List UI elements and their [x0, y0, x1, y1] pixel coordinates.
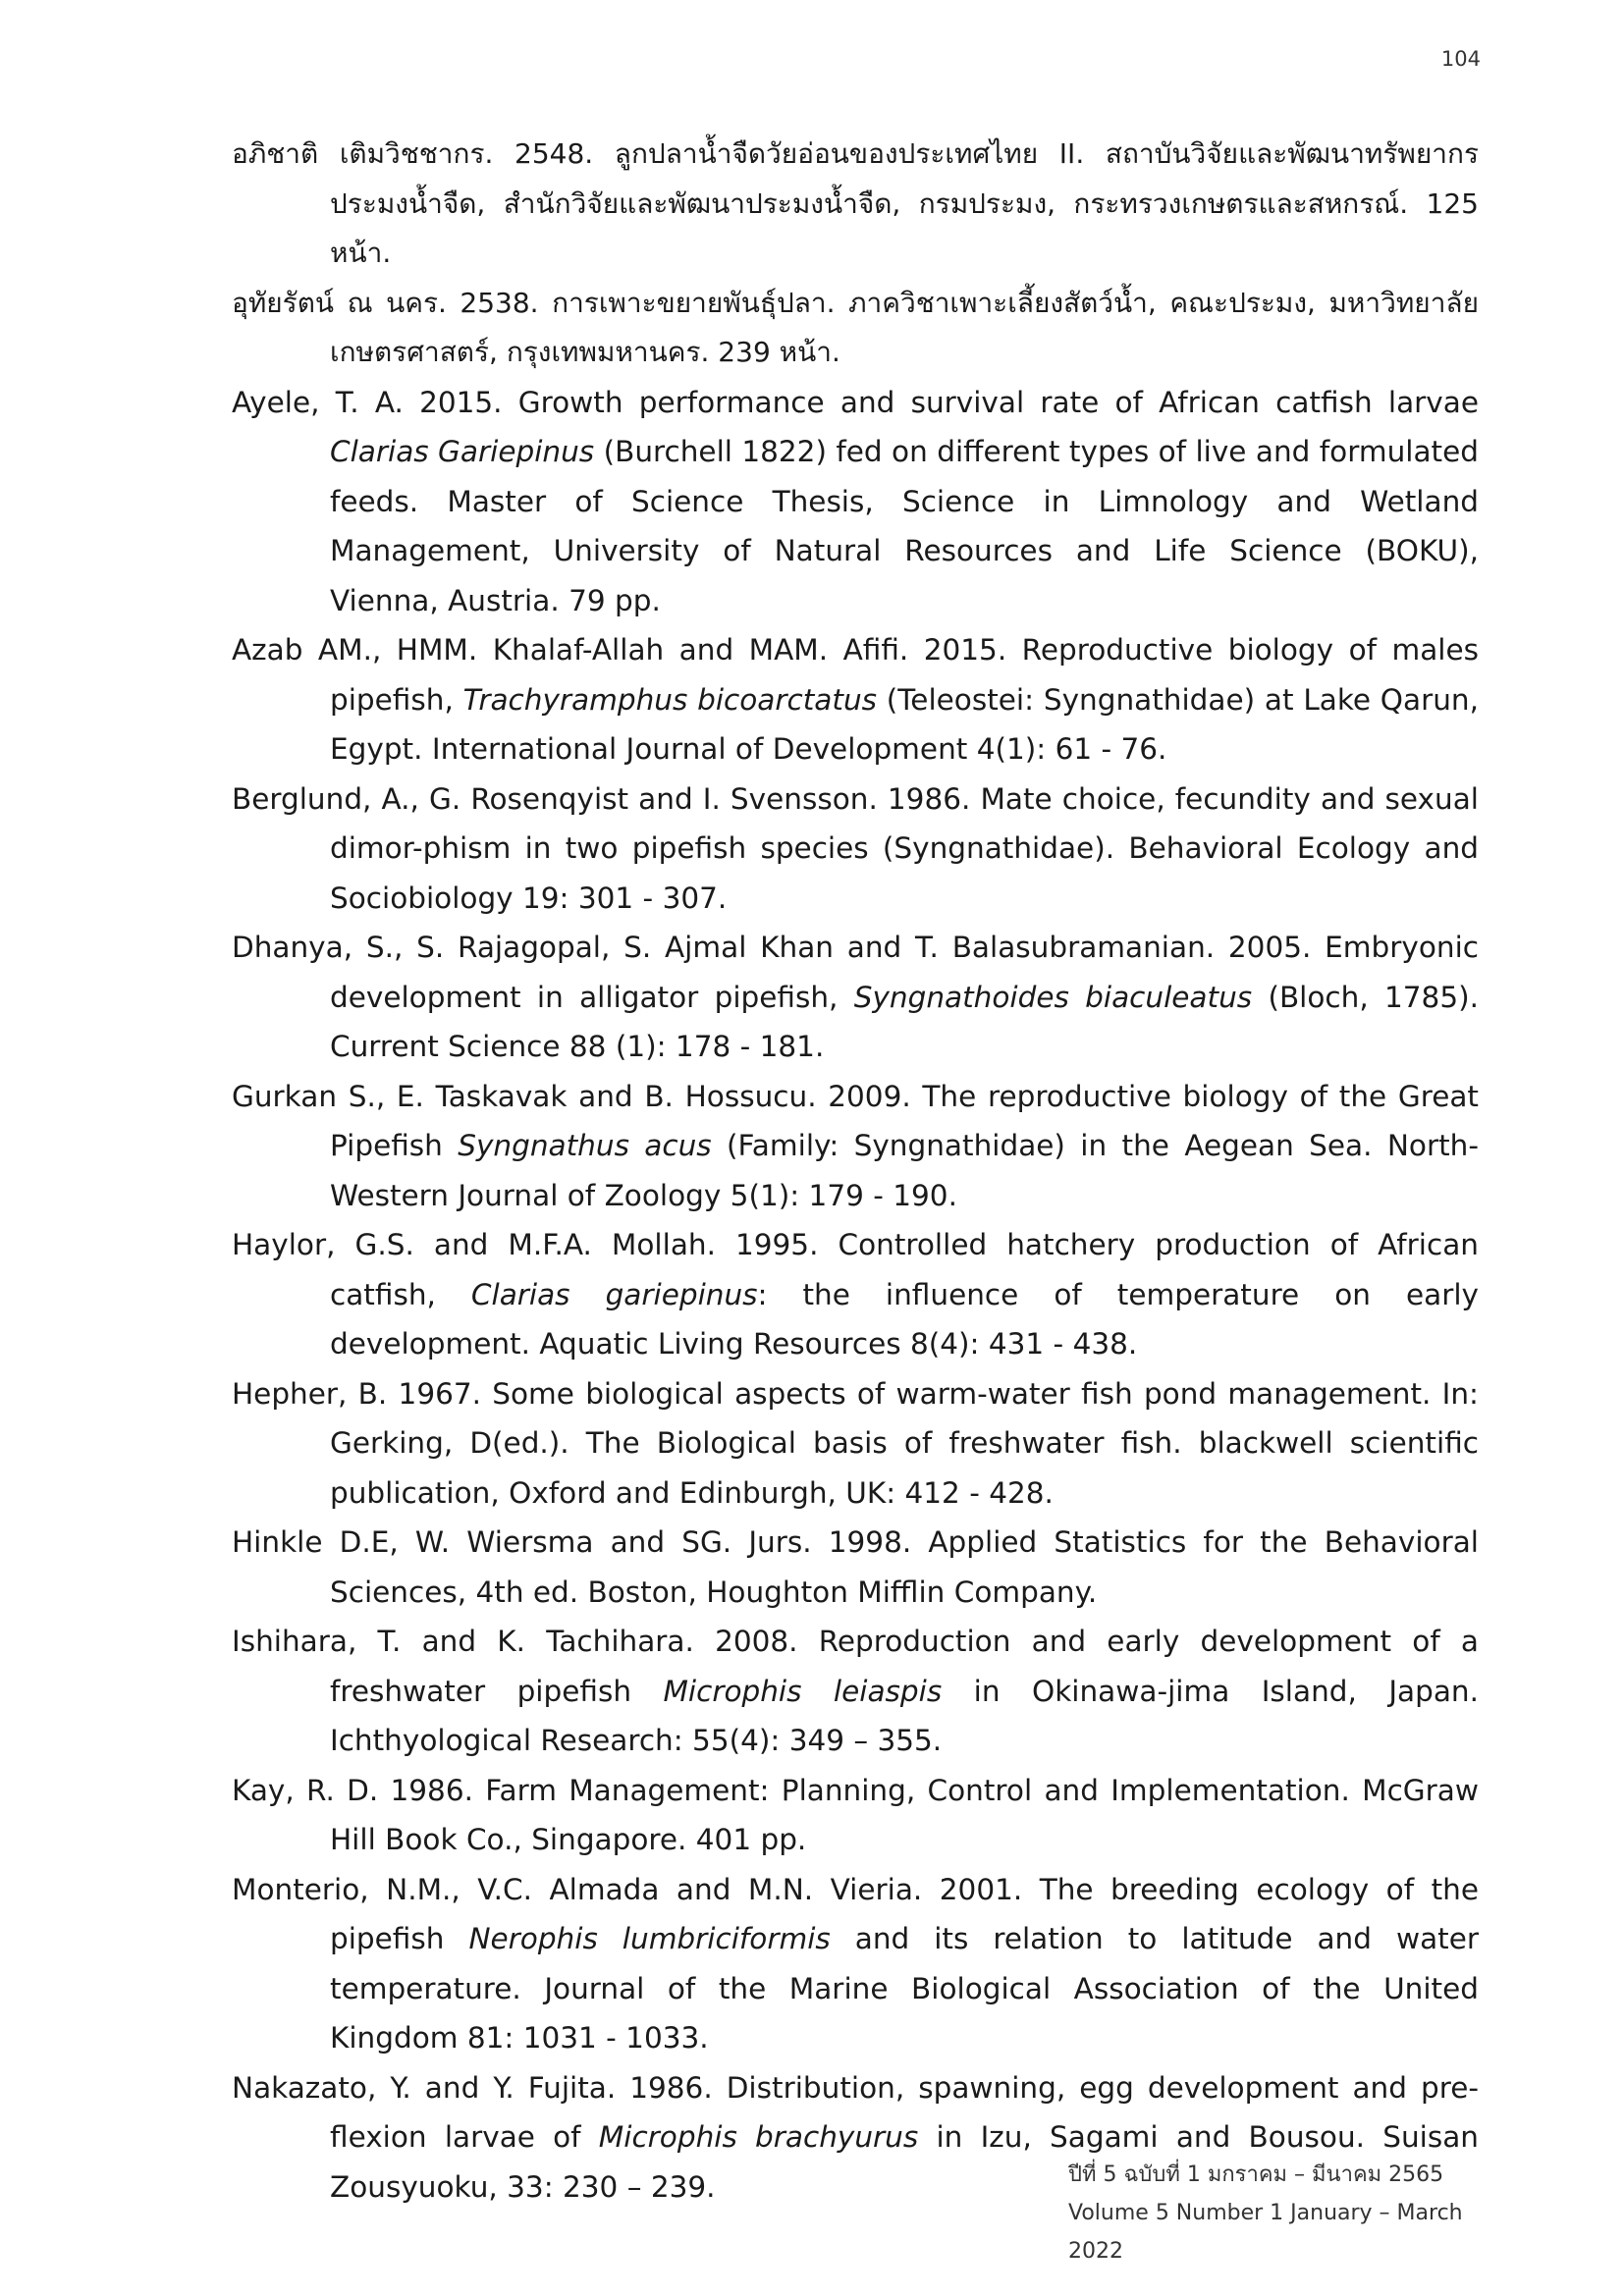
reference-species-name: Clarias Gariepinus: [330, 435, 595, 468]
page-number: 104: [1440, 47, 1481, 71]
reference-text: (Family: Syngnathidae) in the Aegean Sea. North-Western Journal of Zoology 5(1): 179 - 190.: [330, 1129, 1479, 1212]
journal-footer: [1068, 2156, 1481, 2270]
footer-english-issue: Volume 5 Number 1 January – March 2022: [1068, 2201, 1463, 2264]
reference-text: in Izu, Sagami and Bousou. Suisan Zousyuoku, 33: 230 – 239.: [330, 2120, 1479, 2204]
reference-text: Kay, R. D. 1986. Farm Management: Planning, Control and Implementation. McGraw Hill Book Co., Singapore. 401 pp.: [232, 1773, 1479, 1856]
reference-text: Azab AM., HMM. Khalaf-Allah and MAM. Afifi. 2015. Reproductive biology of males pipefish,: [232, 633, 1479, 717]
reference-species-name: Nerophis lumbriciformis: [468, 1922, 831, 1955]
reference-entry: [232, 1865, 1479, 2063]
reference-text: Monterio, N.M., V.C. Almada and M.N. Vieria. 2001. The breeding ecology of the pipefish: [232, 1872, 1479, 1955]
reference-entry: [232, 279, 1479, 378]
reference-entry: [232, 1518, 1479, 1617]
reference-text: Dhanya, S., S. Rajagopal, S. Ajmal Khan and T. Balasubramanian. 2005. Embryonic development in alligator pipefish,: [232, 931, 1479, 1014]
reference-text: : the influence of temperature on early development. Aquatic Living Resources 8(4): 431 - 438.: [330, 1277, 1479, 1361]
reference-text: Haylor, G.S. and M.F.A. Mollah. 1995. Controlled hatchery production of African catfish,: [232, 1228, 1479, 1311]
reference-species-name: Microphis brachyurus: [598, 2120, 919, 2154]
reference-text: and its relation to latitude and water temperature. Journal of the Marine Biological Association of the United Kingdom 81: 1031 - 1033.: [330, 1922, 1480, 2055]
reference-species-name: Clarias gariepinus: [470, 1277, 758, 1311]
reference-list: [232, 130, 1479, 2212]
reference-text: Ayele, T. A. 2015. Growth performance and survival rate of African catfish larvae: [232, 385, 1479, 419]
reference-text: Ishihara, T. and K. Tachihara. 2008. Reproduction and early development of a freshwater pipefish: [232, 1625, 1479, 1708]
reference-text: Berglund, A., G. Rosenqyist and I. Svensson. 1986. Mate choice, fecundity and sexual dimor-phism in two pipefish species (Syngnathidae). Behavioral Ecology and Sociobiology 19: 301 - 307.: [232, 781, 1479, 915]
reference-text: (Burchell 1822) fed on different types of live and formulated feeds. Master of Science Thesis, Science in Limnology and Wetland Management, University of Natural Resources and Life Science (BOKU), Vienna, Austria. 79 pp.: [330, 435, 1479, 617]
reference-entry: [232, 130, 1479, 279]
reference-species-name: Syngnathus acus: [458, 1129, 712, 1162]
reference-entry: [232, 774, 1479, 924]
reference-entry: [232, 1766, 1479, 1865]
reference-text: อภิชาติ เติมวิชชากร. 2548. ลูกปลาน้ำจืดวัยอ่อนของประเทศไทย II. สถาบันวิจัยและพัฒนาทรัพยากรประมงน้ำจืด, สำนักวิจัยและพัฒนาประมงน้ำจืด, กรมประมง, กระทรวงเกษตรและสหกรณ์. 125 หน้า.: [232, 137, 1479, 269]
reference-text: Hepher, B. 1967. Some biological aspects of warm-water fish pond management. In: Gerking, D(ed.). The Biological basis of freshwater fish. blackwell scientific publication, Oxford and Edinburgh, UK: 412 - 428.: [232, 1376, 1479, 1510]
reference-text: Hinkle D.E, W. Wiersma and SG. Jurs. 1998. Applied Statistics for the Behavioral Sciences, 4th ed. Boston, Houghton Mifflin Company.: [232, 1525, 1479, 1609]
reference-text: Gurkan S., E. Taskavak and B. Hossucu. 2009. The reproductive biology of the Great Pipefish: [232, 1079, 1479, 1162]
reference-text: (Bloch, 1785). Current Science 88 (1): 178 - 181.: [330, 980, 1479, 1063]
reference-text: (Teleostei: Syngnathidae) at Lake Qarun, Egypt. International Journal of Development 4(1): 61 - 76.: [330, 682, 1479, 766]
reference-entry: [232, 1220, 1479, 1369]
reference-text: in Okinawa-jima Island, Japan. Ichthyological Research: 55(4): 349 – 355.: [330, 1674, 1479, 1757]
reference-entry: [232, 625, 1479, 774]
reference-text: อุทัยรัตน์ ณ นคร. 2538. การเพาะขยายพันธุ์ปลา. ภาควิชาเพาะเลี้ยงสัตว์น้ำ, คณะประมง, มหาวิทยาลัยเกษตรศาสตร์, กรุงเทพมหานคร. 239 หน้า.: [232, 286, 1479, 368]
reference-entry: [232, 923, 1479, 1072]
footer-thai-issue: ปีที่ 5 ฉบับที่ 1 มกราคม – มีนาคม 2565: [1068, 2163, 1444, 2187]
reference-entry: [232, 1072, 1479, 1221]
reference-species-name: Microphis leiaspis: [663, 1674, 943, 1708]
reference-entry: [232, 378, 1479, 626]
reference-text: Nakazato, Y. and Y. Fujita. 1986. Distribution, spawning, egg development and pre-flexion larvae of: [232, 2070, 1479, 2154]
reference-entry: [232, 1617, 1479, 1766]
reference-species-name: Syngnathoides biaculeatus: [853, 980, 1253, 1014]
reference-species-name: Trachyramphus bicoarctatus: [462, 682, 878, 717]
reference-entry: [232, 1369, 1479, 1519]
